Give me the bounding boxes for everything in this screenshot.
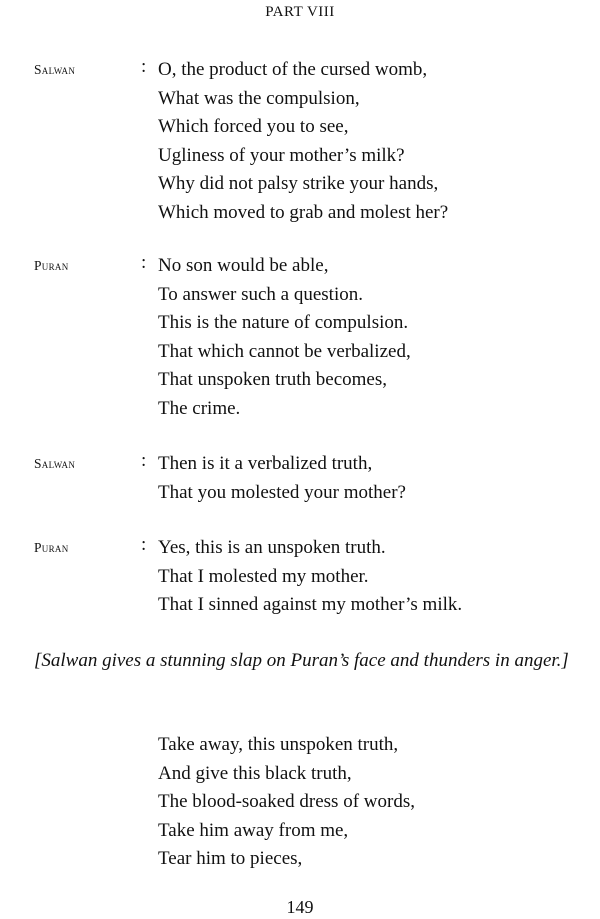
speaker-name: Puran: [34, 540, 69, 555]
dialogue-line: That I sinned against my mother’s milk.: [158, 594, 463, 616]
dialogue-line: Take him away from me,: [158, 819, 349, 841]
dialogue-line: That which cannot be verbalized,: [158, 340, 411, 362]
dialogue-line: That you molested your mother?: [158, 481, 406, 503]
dialogue-lines: [158, 450, 406, 507]
page-header: PART VIII: [265, 4, 335, 20]
dialogue-line: To answer such a question.: [158, 283, 363, 305]
dialogue-line: What was the compulsion,: [158, 87, 360, 109]
dialogue-line: Yes, this is an unspoken truth.: [158, 537, 386, 558]
speaker-colon: :: [141, 56, 147, 77]
dialogue-line: That unspoken truth becomes,: [158, 369, 388, 391]
dialogue-line: Take away, this unspoken truth,: [158, 734, 399, 755]
dialogue-lines: [158, 534, 462, 620]
dialogue-line: Which moved to grab and molest her?: [158, 201, 449, 223]
speaker-colon: :: [141, 534, 147, 555]
stage-direction: [Salwan gives a stunning slap on Puran’s face and thunders in anger.]: [34, 650, 569, 671]
dialogue-line: No son would be able,: [158, 255, 329, 276]
dialogue-line: Then is it a verbalized truth,: [158, 453, 373, 474]
speaker-name: Salwan: [34, 456, 76, 471]
dialogue-line: That I molested my mother.: [158, 565, 369, 587]
dialogue-line: The crime.: [158, 397, 241, 419]
dialogue-lines: [158, 252, 411, 424]
speaker-name: Puran: [34, 258, 69, 273]
speaker-name: Salwan: [34, 62, 76, 77]
page-number: 149: [286, 897, 314, 917]
dialogue-line: Which forced you to see,: [158, 116, 349, 138]
dialogue-line: Ugliness of your mother’s milk?: [158, 144, 405, 166]
dialogue-lines: [158, 56, 448, 228]
speaker-colon: :: [141, 252, 147, 273]
dialogue-line: Why did not palsy strike your hands,: [158, 173, 439, 195]
speaker-colon: :: [141, 450, 147, 471]
dialogue-line: O, the product of the cursed womb,: [158, 59, 428, 80]
dialogue-line: This is the nature of compulsion.: [158, 312, 409, 334]
dialogue-line: Tear him to pieces,: [158, 848, 303, 870]
dialogue-lines: [158, 731, 415, 874]
dialogue-line: The blood-soaked dress of words,: [158, 791, 415, 813]
dialogue-line: And give this black truth,: [158, 762, 352, 784]
